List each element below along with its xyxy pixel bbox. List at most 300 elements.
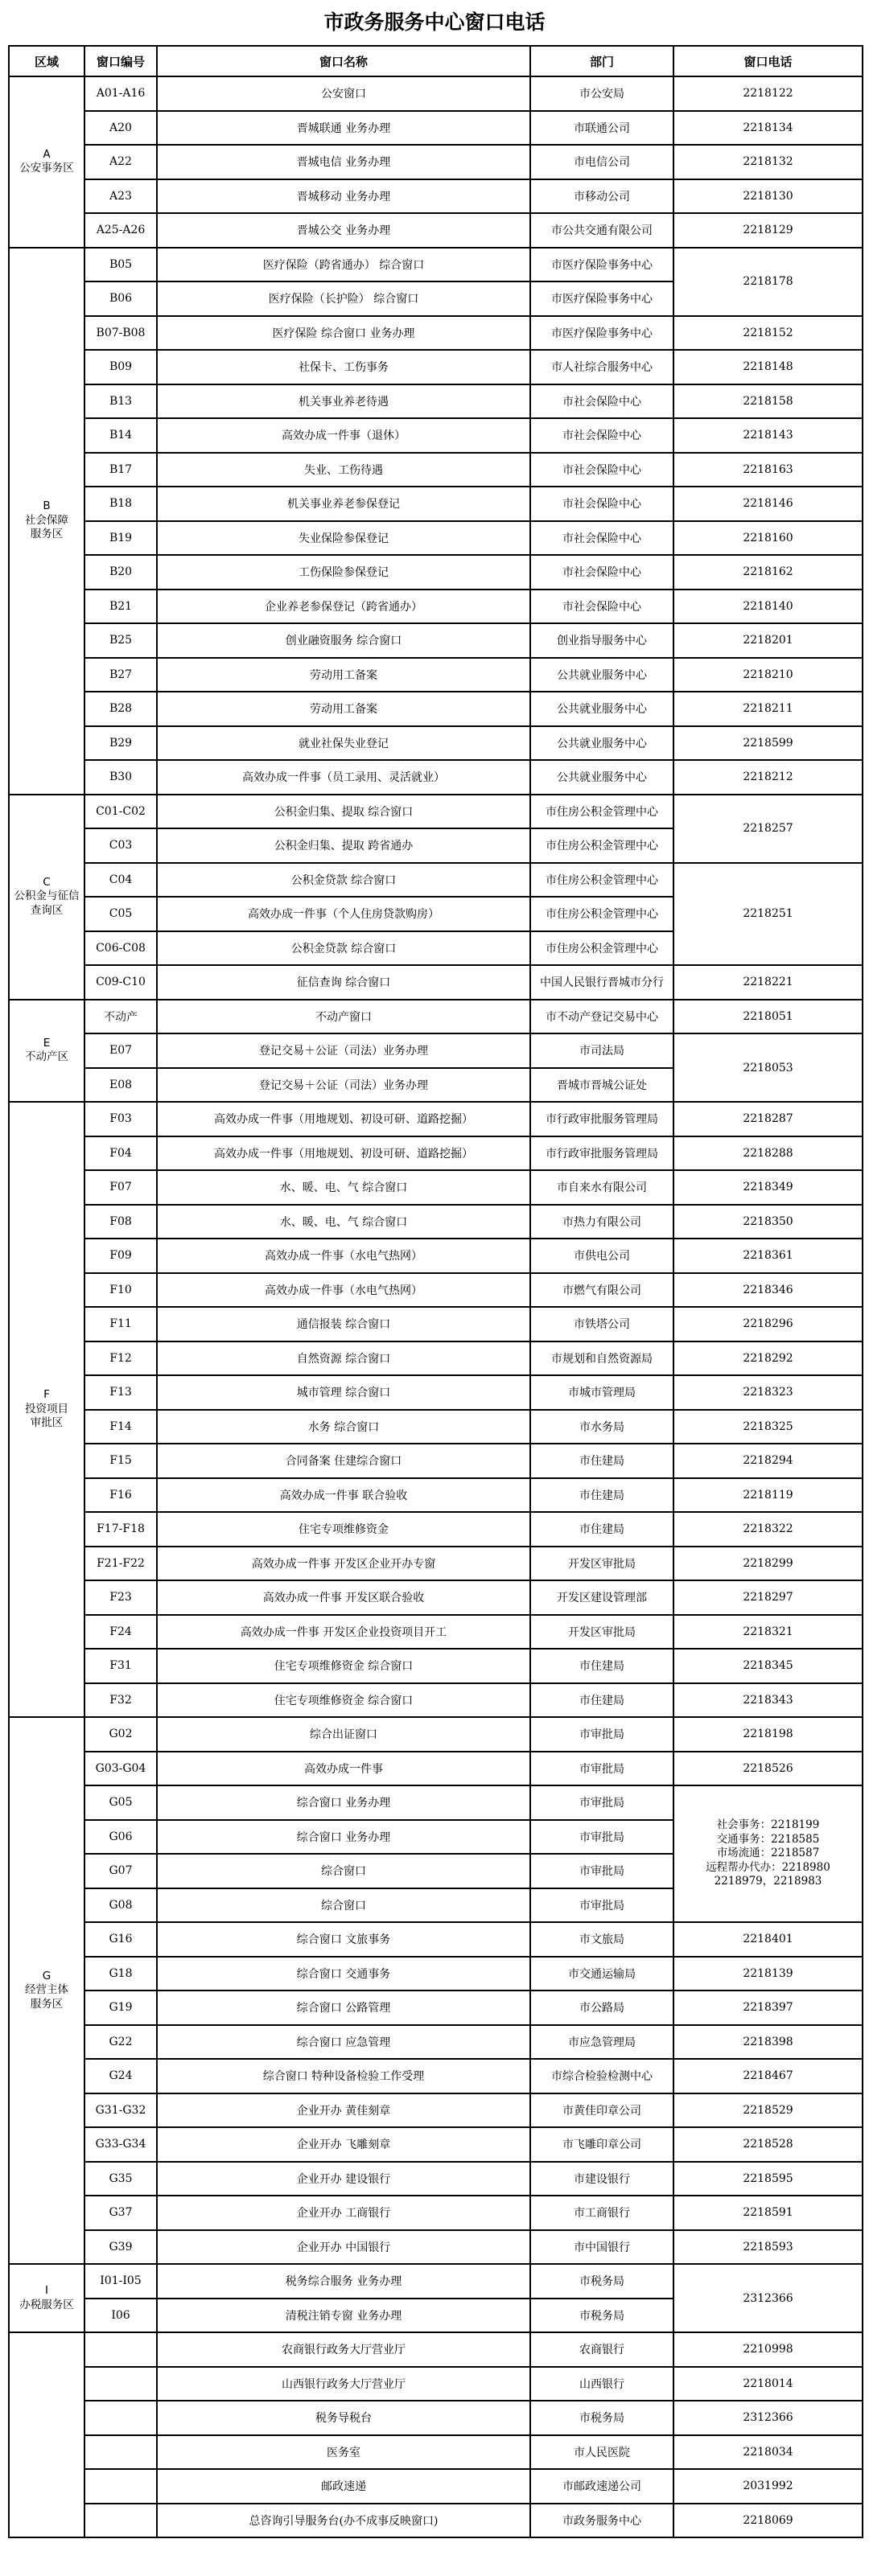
table-row	[9, 1000, 863, 1034]
phone-cell: 2218132	[673, 145, 863, 179]
window-name-cell: 高效办成一件事 开发区企业开办专窗	[157, 1547, 530, 1581]
table-row	[9, 1170, 863, 1205]
table-row	[9, 1717, 863, 1752]
department-cell: 市审批局	[530, 1785, 673, 1820]
table-row	[9, 1205, 863, 1239]
header-zone: 区域	[9, 46, 84, 76]
window-no-cell: B20	[84, 555, 157, 590]
phone-cell: 2218529	[673, 2093, 863, 2128]
table-row	[9, 111, 863, 146]
window-no-cell: C01-C02	[84, 795, 157, 829]
department-cell: 市公路局	[530, 1991, 673, 2025]
department-cell: 市审批局	[530, 1717, 673, 1752]
phone-cell: 2218014	[673, 2367, 863, 2401]
phone-cell: 2218211	[673, 692, 863, 726]
window-name-cell: 水务 综合窗口	[157, 1410, 530, 1444]
window-name-cell: 高效办成一件事（用地规划、初设可研、道路挖掘）	[157, 1102, 530, 1136]
window-no-cell: G05	[84, 1785, 157, 1820]
phone-cell: 2218401	[673, 1922, 863, 1957]
window-no-cell: I06	[84, 2299, 157, 2333]
table-row	[9, 248, 863, 282]
department-cell: 开发区审批局	[530, 1615, 673, 1650]
phone-cell: 2031992	[673, 2469, 863, 2504]
window-name-cell: 晋城移动 业务办理	[157, 179, 530, 214]
phone-cell: 2218287	[673, 1102, 863, 1136]
window-name-cell: 高效办成一件事 联合验收	[157, 1478, 530, 1513]
phone-cell: 2218134	[673, 111, 863, 146]
table-row	[9, 1785, 863, 1820]
phone-cell: 2218595	[673, 2162, 863, 2196]
phone-cell: 2218322	[673, 1512, 863, 1547]
window-no-cell	[84, 2332, 157, 2367]
window-no-cell: G35	[84, 2162, 157, 2196]
window-name-cell: 高效办成一件事 开发区联合验收	[157, 1580, 530, 1615]
table-row	[9, 1580, 863, 1615]
window-no-cell	[84, 2401, 157, 2435]
window-name-cell: 税务导税台	[157, 2401, 530, 2435]
window-name-cell: 综合窗口 业务办理	[157, 1785, 530, 1820]
window-name-cell: 高效办成一件事（员工录用、灵活就业）	[157, 760, 530, 795]
department-cell: 公共就业服务中心	[530, 658, 673, 692]
department-cell: 市社会保险中心	[530, 418, 673, 453]
phone-cell: 2218162	[673, 555, 863, 590]
table-row	[9, 2469, 863, 2504]
window-name-cell: 高效办成一件事 开发区企业投资项目开工	[157, 1615, 530, 1650]
window-no-cell: G07	[84, 1854, 157, 1888]
table-row	[9, 1410, 863, 1444]
window-no-cell: F24	[84, 1615, 157, 1650]
table-row	[9, 179, 863, 214]
department-cell: 市住房公积金管理中心	[530, 795, 673, 829]
table-row	[9, 2093, 863, 2128]
table-row	[9, 2059, 863, 2093]
department-cell: 市住建局	[530, 1512, 673, 1547]
window-no-cell: G39	[84, 2230, 157, 2265]
window-name-cell: 医务室	[157, 2435, 530, 2470]
window-name-cell: 综合窗口 应急管理	[157, 2025, 530, 2060]
department-cell: 晋城市晋城公证处	[530, 1068, 673, 1103]
department-cell: 市综合检验检测中心	[530, 2059, 673, 2093]
department-cell: 市社会保险中心	[530, 384, 673, 419]
window-no-cell	[84, 2367, 157, 2401]
phone-cell: 2218321	[673, 1615, 863, 1650]
window-name-cell: 综合窗口 特种设备检验工作受理	[157, 2059, 530, 2093]
phone-cell: 2218053	[673, 1033, 863, 1102]
window-name-cell: 邮政速递	[157, 2469, 530, 2504]
department-cell: 市热力有限公司	[530, 1205, 673, 1239]
department-cell: 市社会保险中心	[530, 453, 673, 487]
window-name-cell: 高效办成一件事（退休）	[157, 418, 530, 453]
window-no-cell: F21-F22	[84, 1547, 157, 1581]
header-row	[9, 46, 863, 76]
window-name-cell: 晋城联通 业务办理	[157, 111, 530, 146]
window-name-cell: 就业社保失业登记	[157, 726, 530, 761]
table-row	[9, 2162, 863, 2196]
department-cell: 市行政审批服务管理局	[530, 1136, 673, 1171]
window-no-cell: 不动产	[84, 1000, 157, 1034]
department-cell: 市公共交通有限公司	[530, 213, 673, 248]
window-no-cell: C09-C10	[84, 965, 157, 1000]
window-no-cell: G37	[84, 2196, 157, 2230]
department-cell: 农商银行	[530, 2332, 673, 2367]
phone-cell: 2218146	[673, 487, 863, 521]
window-no-cell: B21	[84, 590, 157, 624]
window-name-cell: 公积金贷款 综合窗口	[157, 863, 530, 898]
table-row	[9, 760, 863, 795]
window-name-cell: 综合窗口	[157, 1888, 530, 1923]
department-cell: 市住房公积金管理中心	[530, 863, 673, 898]
table-row	[9, 1341, 863, 1376]
department-cell: 市住建局	[530, 1649, 673, 1683]
window-no-cell: E08	[84, 1068, 157, 1103]
zone-cell: E 不动产区	[9, 1000, 84, 1103]
window-no-cell: G16	[84, 1922, 157, 1957]
window-no-cell: B25	[84, 623, 157, 658]
phone-cell: 2218361	[673, 1239, 863, 1273]
window-no-cell: F23	[84, 1580, 157, 1615]
phone-cell: 2218346	[673, 1273, 863, 1308]
department-cell: 市中国银行	[530, 2230, 673, 2265]
phone-cell: 2218130	[673, 179, 863, 214]
window-no-cell: G03-G04	[84, 1752, 157, 1786]
window-no-cell: F11	[84, 1307, 157, 1341]
phone-cell: 2218296	[673, 1307, 863, 1341]
phone-cell: 2218349	[673, 1170, 863, 1205]
department-cell: 市黄佳印章公司	[530, 2093, 673, 2128]
window-no-cell: F31	[84, 1649, 157, 1683]
window-name-cell: 自然资源 综合窗口	[157, 1341, 530, 1376]
phone-cell: 社会事务：2218199 交通事务：2218585 市场流通：2218587 远程帮办代办：2218980 2218979，2218983	[673, 1785, 863, 1922]
department-cell: 公共就业服务中心	[530, 726, 673, 761]
table-row	[9, 2367, 863, 2401]
window-name-cell: 综合窗口 业务办理	[157, 1820, 530, 1855]
table-row	[9, 1683, 863, 1718]
window-name-cell: 登记交易＋公证（司法）业务办理	[157, 1033, 530, 1068]
zone-cell: I 办税服务区	[9, 2264, 84, 2332]
table-row	[9, 2264, 863, 2299]
phone-cell: 2218299	[673, 1547, 863, 1581]
window-name-cell: 住宅专项维修资金 综合窗口	[157, 1649, 530, 1683]
department-cell: 市人社综合服务中心	[530, 350, 673, 384]
table-row	[9, 1957, 863, 1991]
window-no-cell: F12	[84, 1341, 157, 1376]
department-cell: 市医疗保险事务中心	[530, 281, 673, 316]
window-name-cell: 登记交易＋公证（司法）业务办理	[157, 1068, 530, 1103]
phone-cell: 2218397	[673, 1991, 863, 2025]
phone-cell: 2218343	[673, 1683, 863, 1718]
department-cell: 市社会保险中心	[530, 590, 673, 624]
department-cell: 开发区建设管理部	[530, 1580, 673, 1615]
window-name-cell: 城市管理 综合窗口	[157, 1375, 530, 1410]
table-row	[9, 2196, 863, 2230]
phone-cell: 2218212	[673, 760, 863, 795]
phone-cell: 2218288	[673, 1136, 863, 1171]
table-row	[9, 1444, 863, 1478]
department-cell: 市邮政速递公司	[530, 2469, 673, 2504]
header-window-name: 窗口名称	[157, 46, 530, 76]
page-title: 市政务服务中心窗口电话	[323, 10, 546, 34]
window-name-cell: 公积金归集、提取 跨省通办	[157, 828, 530, 863]
window-no-cell: G22	[84, 2025, 157, 2060]
phone-cell: 2218297	[673, 1580, 863, 1615]
phone-cell: 2312366	[673, 2264, 863, 2332]
window-name-cell: 总咨询引导服务台(办不成事反映窗口)	[157, 2504, 530, 2538]
phone-cell: 2218292	[673, 1341, 863, 1376]
phone-cell: 2218251	[673, 863, 863, 966]
phone-cell: 2218158	[673, 384, 863, 419]
table-row	[9, 1102, 863, 1136]
department-cell: 中国人民银行晋城市分行	[530, 965, 673, 1000]
table-row	[9, 1307, 863, 1341]
phone-cell: 2218526	[673, 1752, 863, 1786]
department-cell: 市社会保险中心	[530, 487, 673, 521]
department-cell: 市审批局	[530, 1854, 673, 1888]
window-no-cell: B27	[84, 658, 157, 692]
window-name-cell: 企业开办 黄佳刻章	[157, 2093, 530, 2128]
window-name-cell: 高效办成一件事（水电气热网）	[157, 1239, 530, 1273]
phone-cell: 2218599	[673, 726, 863, 761]
window-no-cell: F08	[84, 1205, 157, 1239]
phone-cell: 2218143	[673, 418, 863, 453]
phone-cell: 2218323	[673, 1375, 863, 1410]
table-row	[9, 795, 863, 829]
table-row	[9, 1033, 863, 1068]
header-window-no: 窗口编号	[84, 46, 157, 76]
department-cell: 市工商银行	[530, 2196, 673, 2230]
department-cell: 市建设银行	[530, 2162, 673, 2196]
department-cell: 开发区审批局	[530, 1547, 673, 1581]
department-cell: 市社会保险中心	[530, 521, 673, 556]
window-name-cell: 综合出证窗口	[157, 1717, 530, 1752]
phone-cell: 2218210	[673, 658, 863, 692]
table-row	[9, 2025, 863, 2060]
phone-cell: 2218069	[673, 2504, 863, 2538]
window-name-cell: 高效办成一件事（用地规划、初设可研、道路挖掘）	[157, 1136, 530, 1171]
window-no-cell: F14	[84, 1410, 157, 1444]
window-no-cell: B30	[84, 760, 157, 795]
department-cell: 市医疗保险事务中心	[530, 316, 673, 351]
department-cell: 市税务局	[530, 2401, 673, 2435]
window-name-cell: 企业开办 飞雕刻章	[157, 2127, 530, 2162]
table-row	[9, 590, 863, 624]
window-name-cell: 医疗保险（长护险） 综合窗口	[157, 281, 530, 316]
department-cell: 市税务局	[530, 2299, 673, 2333]
table-row	[9, 1375, 863, 1410]
phone-cell: 2218129	[673, 213, 863, 248]
department-cell: 市审批局	[530, 1820, 673, 1855]
department-cell: 市人民医院	[530, 2435, 673, 2470]
phone-cell: 2218198	[673, 1717, 863, 1752]
department-cell: 市移动公司	[530, 179, 673, 214]
department-cell: 市司法局	[530, 1033, 673, 1068]
table-body	[9, 76, 863, 2537]
table-row	[9, 1239, 863, 1273]
window-no-cell: F04	[84, 1136, 157, 1171]
table-row	[9, 487, 863, 521]
window-no-cell	[84, 2469, 157, 2504]
phone-cell: 2218593	[673, 2230, 863, 2265]
table-row	[9, 384, 863, 419]
window-no-cell: G24	[84, 2059, 157, 2093]
zone-cell: F 投资项目 审批区	[9, 1102, 84, 1717]
phone-cell: 2218122	[673, 76, 863, 111]
window-name-cell: 创业融资服务 综合窗口	[157, 623, 530, 658]
window-no-cell: F15	[84, 1444, 157, 1478]
table-row	[9, 213, 863, 248]
department-cell: 市审批局	[530, 1752, 673, 1786]
window-no-cell: G18	[84, 1957, 157, 1991]
phone-cell: 2218350	[673, 1205, 863, 1239]
table-row	[9, 2230, 863, 2265]
table-row	[9, 692, 863, 726]
department-cell: 市社会保险中心	[530, 555, 673, 590]
window-no-cell: G02	[84, 1717, 157, 1752]
window-name-cell: 高效办成一件事	[157, 1752, 530, 1786]
window-name-cell: 企业开办 中国银行	[157, 2230, 530, 2265]
header-department: 部门	[530, 46, 673, 76]
window-name-cell: 晋城电信 业务办理	[157, 145, 530, 179]
table-row	[9, 145, 863, 179]
table-row	[9, 1922, 863, 1957]
department-cell: 市医疗保险事务中心	[530, 248, 673, 282]
department-cell: 市不动产登记交易中心	[530, 1000, 673, 1034]
phone-cell: 2218148	[673, 350, 863, 384]
department-cell: 市供电公司	[530, 1239, 673, 1273]
phone-cell: 2218257	[673, 795, 863, 863]
window-no-cell: B07-B08	[84, 316, 157, 351]
window-name-cell: 清税注销专窗 业务办理	[157, 2299, 530, 2333]
window-no-cell: F09	[84, 1239, 157, 1273]
department-cell: 公共就业服务中心	[530, 760, 673, 795]
window-no-cell: B13	[84, 384, 157, 419]
department-cell: 市自来水有限公司	[530, 1170, 673, 1205]
department-cell: 公共就业服务中心	[530, 692, 673, 726]
window-no-cell: A25-A26	[84, 213, 157, 248]
window-name-cell: 企业开办 建设银行	[157, 2162, 530, 2196]
table-row	[9, 453, 863, 487]
window-no-cell: G33-G34	[84, 2127, 157, 2162]
department-cell: 市铁塔公司	[530, 1307, 673, 1341]
window-no-cell: G31-G32	[84, 2093, 157, 2128]
window-no-cell: A01-A16	[84, 76, 157, 111]
window-name-cell: 高效办成一件事（个人住房贷款购房）	[157, 897, 530, 931]
phone-cell: 2218591	[673, 2196, 863, 2230]
window-name-cell: 公积金贷款 综合窗口	[157, 931, 530, 966]
window-name-cell: 征信查询 综合窗口	[157, 965, 530, 1000]
phone-cell: 2218160	[673, 521, 863, 556]
window-no-cell: B17	[84, 453, 157, 487]
window-no-cell: G19	[84, 1991, 157, 2025]
window-name-cell: 失业、工伤待遇	[157, 453, 530, 487]
phone-cell: 2218051	[673, 1000, 863, 1034]
phone-cell: 2218140	[673, 590, 863, 624]
department-cell: 市电信公司	[530, 145, 673, 179]
window-no-cell: B19	[84, 521, 157, 556]
department-cell: 市规划和自然资源局	[530, 1341, 673, 1376]
phone-cell: 2218119	[673, 1478, 863, 1513]
window-no-cell: F32	[84, 1683, 157, 1718]
department-cell: 市交通运输局	[530, 1957, 673, 1991]
window-name-cell: 劳动用工备案	[157, 658, 530, 692]
window-name-cell: 税务综合服务 业务办理	[157, 2264, 530, 2299]
window-no-cell: B09	[84, 350, 157, 384]
header-phone: 窗口电话	[673, 46, 863, 76]
department-cell: 市公安局	[530, 76, 673, 111]
table-row	[9, 316, 863, 351]
department-cell: 市文旅局	[530, 1922, 673, 1957]
window-no-cell: C03	[84, 828, 157, 863]
window-name-cell: 社保卡、工伤事务	[157, 350, 530, 384]
zone-cell: A 公安事务区	[9, 76, 84, 248]
table-row	[9, 1547, 863, 1581]
phone-cell: 2218163	[673, 453, 863, 487]
phone-cell: 2218201	[673, 623, 863, 658]
phone-cell: 2218152	[673, 316, 863, 351]
table-row	[9, 726, 863, 761]
window-no-cell: B14	[84, 418, 157, 453]
window-name-cell: 晋城公交 业务办理	[157, 213, 530, 248]
window-name-cell: 医疗保险（跨省通办） 综合窗口	[157, 248, 530, 282]
table-row	[9, 2401, 863, 2435]
department-cell: 市住建局	[530, 1444, 673, 1478]
department-cell: 市应急管理局	[530, 2025, 673, 2060]
table-row	[9, 658, 863, 692]
window-no-cell: B06	[84, 281, 157, 316]
window-name-cell: 机关事业养老待遇	[157, 384, 530, 419]
phone-cell: 2218467	[673, 2059, 863, 2093]
window-name-cell: 综合窗口 文旅事务	[157, 1922, 530, 1957]
table-row	[9, 1752, 863, 1786]
window-no-cell: B29	[84, 726, 157, 761]
window-no-cell	[84, 2435, 157, 2470]
window-name-cell: 综合窗口 公路管理	[157, 1991, 530, 2025]
department-cell: 市水务局	[530, 1410, 673, 1444]
window-name-cell: 高效办成一件事（水电气热网）	[157, 1273, 530, 1308]
department-cell: 市城市管理局	[530, 1375, 673, 1410]
phone-cell: 2312366	[673, 2401, 863, 2435]
window-name-cell: 山西银行政务大厅营业厅	[157, 2367, 530, 2401]
window-no-cell: B28	[84, 692, 157, 726]
table-row	[9, 521, 863, 556]
window-name-cell: 通信报装 综合窗口	[157, 1307, 530, 1341]
phone-cell: 2218528	[673, 2127, 863, 2162]
table-row	[9, 2127, 863, 2162]
window-no-cell: B05	[84, 248, 157, 282]
window-name-cell: 失业保险参保登记	[157, 521, 530, 556]
window-name-cell: 机关事业养老参保登记	[157, 487, 530, 521]
table-row	[9, 555, 863, 590]
window-name-cell: 农商银行政务大厅营业厅	[157, 2332, 530, 2367]
department-cell: 市税务局	[530, 2264, 673, 2299]
table-row	[9, 1649, 863, 1683]
department-cell: 市行政审批服务管理局	[530, 1102, 673, 1136]
phone-cell: 2218221	[673, 965, 863, 1000]
window-name-cell: 水、暖、电、气 综合窗口	[157, 1170, 530, 1205]
zone-cell: G 经营主体 服务区	[9, 1717, 84, 2264]
table-row	[9, 2435, 863, 2470]
department-cell: 市住房公积金管理中心	[530, 897, 673, 931]
table-row	[9, 623, 863, 658]
window-name-cell: 企业养老参保登记（跨省通办）	[157, 590, 530, 624]
window-name-cell: 合同备案 住建综合窗口	[157, 1444, 530, 1478]
window-name-cell: 不动产窗口	[157, 1000, 530, 1034]
window-no-cell: F13	[84, 1375, 157, 1410]
phone-cell: 2218034	[673, 2435, 863, 2470]
window-name-cell: 工伤保险参保登记	[157, 555, 530, 590]
window-no-cell: C04	[84, 863, 157, 898]
table-row	[9, 2504, 863, 2538]
window-name-cell: 企业开办 工商银行	[157, 2196, 530, 2230]
